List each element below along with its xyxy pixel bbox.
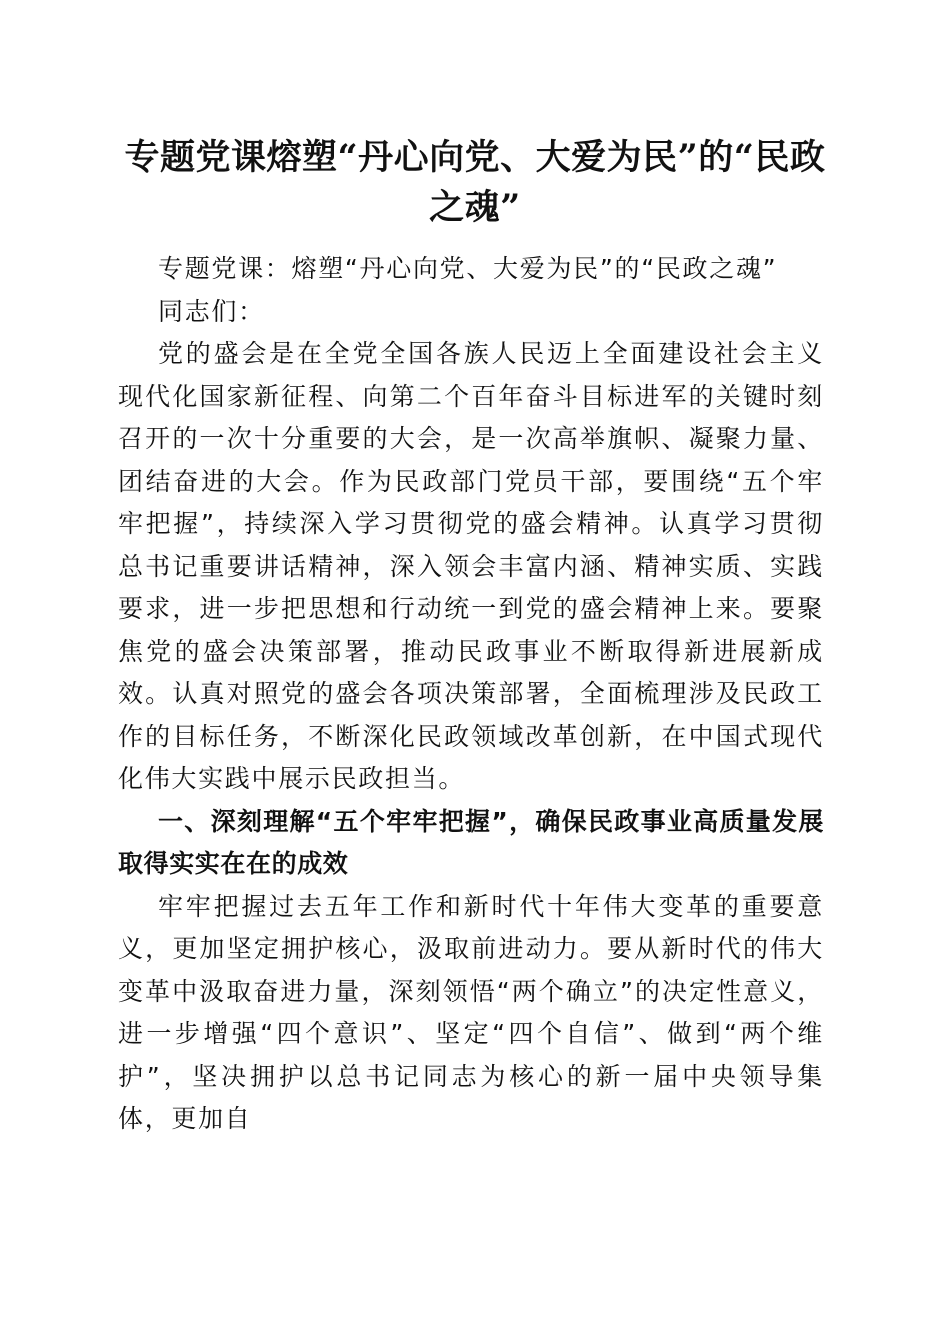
section-heading: 一、深刻理解“五个牢牢把握”，确保民政事业高质量发展取得实实在在的成效 [118, 806, 824, 878]
section-paragraph: 牢牢把握过去五年工作和新时代十年伟大变革的重要意义，更加坚定拥护核心，汲取前进动力。要从新时代的伟大变革中汲取奋进力量，深刻领悟“两个确立”的决定性意义，进一步增强“四个意识”、坚定“四个自信”、做到“两个维护”，坚决拥护以总书记同志为核心的新一届中央领导集体，更加自 [118, 891, 824, 1133]
document-title: 专题党课熔塑“丹心向党、大爱为民”的“民政之魂” [124, 137, 826, 228]
intro-paragraph: 党的盛会是在全党全国各族人民迈上全面建设社会主义现代化国家新征程、向第二个百年奋斗目标进军的关键时刻召开的一次十分重要的大会，是一次高举旗帜、凝聚力量、团结奋进的大会。作为民政部门党员干部，要围绕“五个牢牢把握”，持续深入学习贯彻党的盛会精神。认真学习贯彻总书记重要讲话精神，深入领会丰富内涵、精神实质、实践要求，进一步把思想和行动统一到党的盛会精神上来。要聚焦党的盛会决策部署，推动民政事业不断取得新进展新成效。认真对照党的盛会各项决策部署，全面梳理涉及民政工作的目标任务，不断深化民政领域改革创新，在中国式现代化伟大实践中展示民政担当。 [118, 339, 824, 793]
salutation-paragraph: 同志们： [158, 296, 265, 326]
subtitle-paragraph: 专题党课：熔塑“丹心向党、大爱为民”的“民政之魂” [158, 254, 778, 283]
document-body [118, 248, 824, 1141]
